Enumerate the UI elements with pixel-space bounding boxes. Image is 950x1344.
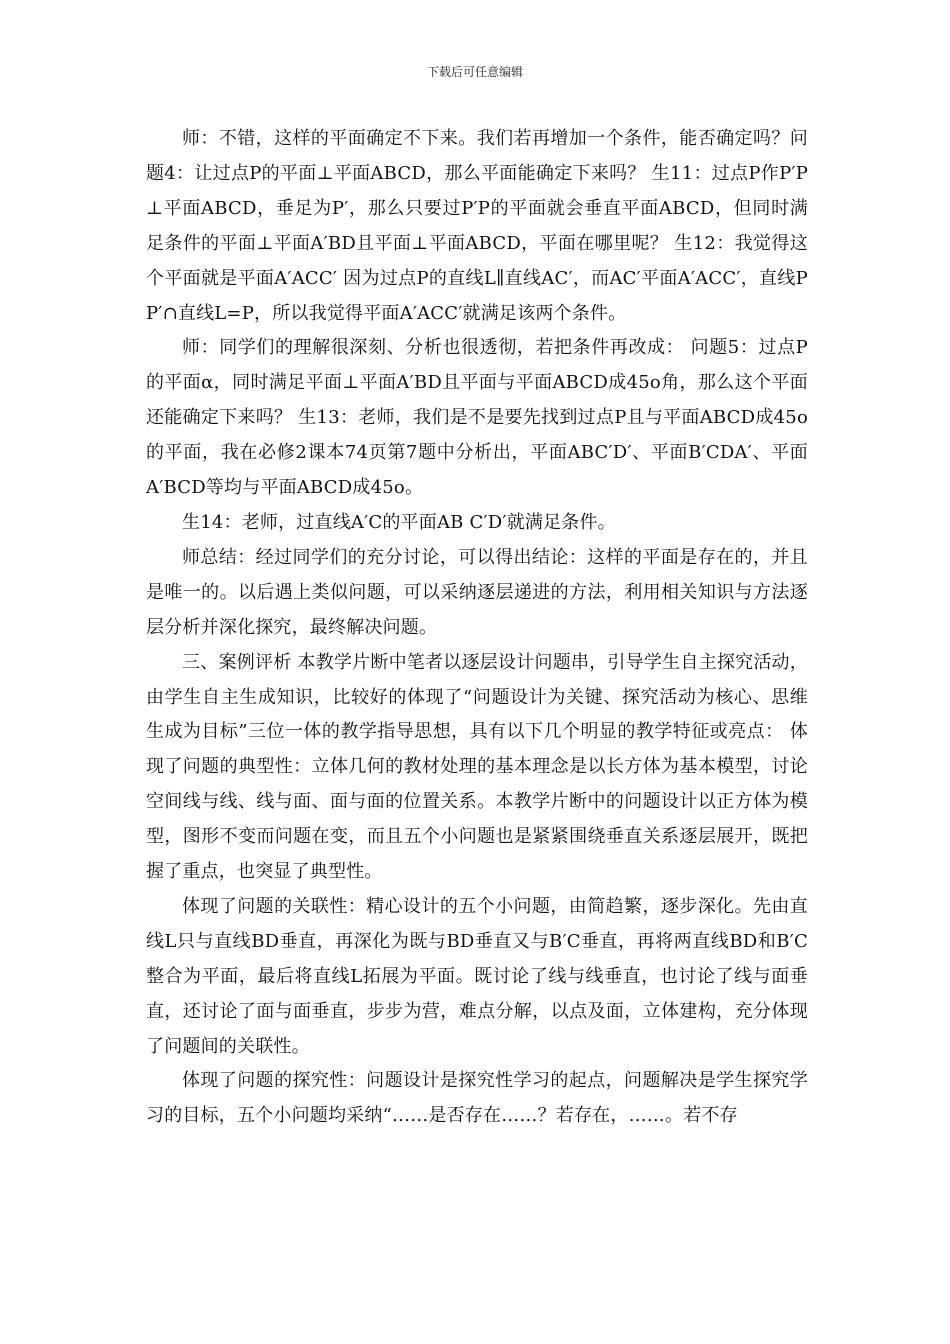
paragraph-7: 体现了问题的探究性：问题设计是探究性学习的起点，问题解决是学生探究学习的目标，五个小问题均采纳“……是否存在……？若存在，……。若不存	[146, 1070, 808, 1127]
paragraph-2: 师：同学们的理解很深刻、分析也很透彻，若把条件再改成： 问题5：过点P的平面α，同时满足平面⊥平面A′BD且平面与平面ABCD成45o角，那么这个平面还能确定下来吗？ 生13：老师，我们是不是要先找到过点P且与平面ABCD成45o的平面，我在必修2课本74页第7题中分析出，平面ABC′D′、平面B′CDA′、平面A′BCD等均与平面ABCD成45o。	[146, 337, 808, 499]
body-text	[146, 122, 808, 1134]
page-header: 下载后可任意编辑	[426, 65, 523, 79]
paragraph-1: 师：不错，这样的平面确定不下来。我们若再增加一个条件，能否确定吗？问题4：让过点P的平面⊥平面ABCD，那么平面能确定下来吗？ 生11：过点P作P′P⊥平面ABCD，垂足为P′，那么只要过P′P的平面就会垂直平面ABCD，但同时满足条件的平面⊥平面A′BD且平面⊥平面ABCD，平面在哪里呢？ 生12：我觉得这个平面就是平面A′ACC′ 因为过点P的直线L∥直线AC′，而AC′平面A′ACC′，直线PP′∩直线L=P，所以我觉得平面A′ACC′就满足该两个条件。	[146, 128, 808, 324]
paragraph-6: 体现了问题的关联性：精心设计的五个小问题，由简趋繁，逐步深化。先由直线L只与直线BD垂直，再深化为既与BD垂直又与B′C垂直，再将两直线BD和B′C整合为平面，最后将直线L拓展为平面。既讨论了线与线垂直，也讨论了线与面垂直，还讨论了面与面垂直，步步为营，难点分解，以点及面，立体建构，充分体现了问题间的关联性。	[146, 895, 808, 1057]
paragraph-4: 师总结：经过同学们的充分讨论，可以得出结论：这样的平面是存在的，并且是唯一的。以后遇上类似问题，可以采纳逐层递进的方法，利用相关知识与方法逐层分析并深化探究，最终解决问题。	[146, 546, 808, 638]
paragraph-5: 三、案例评析 本教学片断中笔者以逐层设计问题串，引导学生自主探究活动，由学生自主生成知识，比较好的体现了“问题设计为关键、探究活动为核心、思维生成为目标”三位一体的教学指导思想，具有以下几个明显的教学特征或亮点： 体现了问题的典型性：立体几何的教材处理的基本理念是以长方体为基本模型，讨论空间线与线、线与面、面与面的位置关系。本教学片断中的问题设计以正方体为模型，图形不变而问题在变，而且五个小问题也是紧紧围绕垂直关系逐层展开，既把握了重点，也突显了典型性。	[146, 651, 808, 883]
paragraph-3: 生14：老师，过直线A′C的平面AB C′D′就满足条件。	[182, 511, 616, 533]
